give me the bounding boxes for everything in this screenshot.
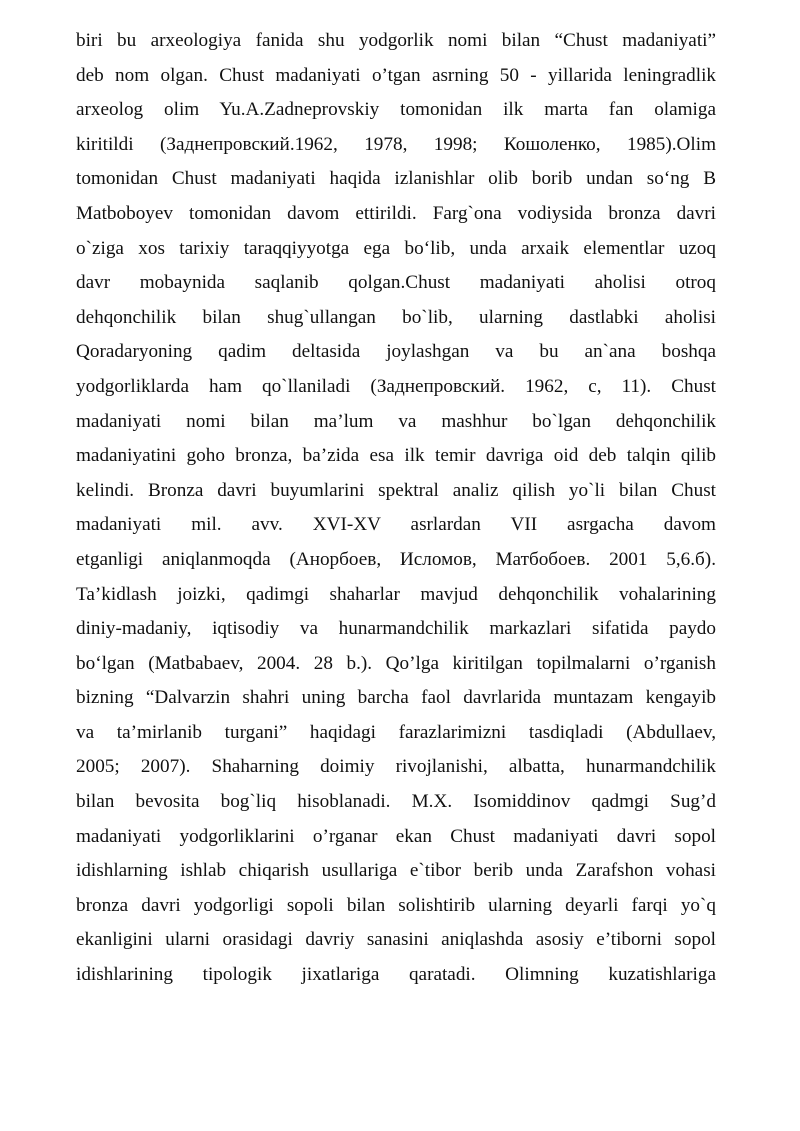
text-line: diniy-madaniy, iqtisodiy va hunarmandchilik markazlari sifatida paydo [76,618,716,640]
text-line: yodgorliklarda ham qo`llaniladi (Заднепровский. 1962, с, 11). Chust [76,375,716,397]
text-line: idishlarning ishlab chiqarish usullariga e`tibor berib unda Zarafshon vohasi [76,860,716,882]
text-line: tomonidan Chust madaniyati haqida izlanishlar olib borib undan so‘ng B [76,168,716,190]
text-line: madaniyati mil. avv. XVI-XV asrlardan VII asrgacha davom [76,514,716,536]
text-line: Qoradaryoning qadim deltasida joylashgan va bu an`ana boshqa [76,341,716,363]
text-line: deb nom olgan. Chust madaniyati o’tgan asrning 50 - yillarida leningradlik [76,64,716,86]
text-line: davr mobaynida saqlanib qolgan.Chust madaniyati aholisi otroq [76,272,716,294]
text-line: idishlarining tipologik jixatlariga qaratadi. Olimning kuzatishlariga [76,964,716,986]
text-line: madaniyati yodgorliklarini o’rganar ekan Chust madaniyati davri sopol [76,825,716,847]
text-line: bo‘lgan (Matbabaev, 2004. 28 b.). Qo’lga kiritilgan topilmalarni o’rganish [76,652,716,674]
text-line: bizning “Dalvarzin shahri uning barcha faol davrlarida muntazam kengayib [76,687,716,709]
text-line: bilan bevosita bog`liq hisoblanadi. M.X. Isomiddinov qadmgi Sug’d [76,791,716,813]
text-line: o`ziga xos tarixiy taraqqiyyotga ega bo‘lib, unda arxaik elementlar uzoq [76,237,716,259]
text-line: dehqonchilik bilan shug`ullangan bo`lib, ularning dastlabki aholisi [76,306,716,328]
body-paragraph [76,24,716,993]
text-line: Matboboyev tomonidan davom ettirildi. Farg`ona vodiysida bronza davri [76,202,716,224]
text-line: Ta’kidlash joizki, qadimgi shaharlar mavjud dehqonchilik vohalarining [76,583,716,605]
text-line: kelindi. Bronza davri buyumlarini spektral analiz qilish yo`li bilan Chust [76,479,716,501]
text-line: biri bu arxeologiya fanida shu yodgorlik nomi bilan “Chust madaniyati” [76,30,716,51]
text-line: kiritildi (Заднепровский.1962, 1978, 1998; Кошоленко, 1985).Olim [76,133,716,155]
text-line: va ta’mirlanib turgani” haqidagi farazlarimizni tasdiqladi (Abdullaev, [76,721,716,743]
text-line: bronza davri yodgorligi sopoli bilan solishtirib ularning deyarli farqi yo`q [76,894,716,916]
text-line: 2005; 2007). Shaharning doimiy rivojlanishi, albatta, hunarmandchilik [76,756,716,778]
text-line: madaniyatini goho bronza, ba’zida esa ilk temir davriga oid deb talqin qilib [76,445,716,467]
text-line: etganligi aniqlanmoqda (Анорбоев, Исломов, Матбобоев. 2001 5,6.б). [76,548,716,570]
text-line: ekanligini ularni orasidagi davriy sanasini aniqlashda asosiy e’tiborni sopol [76,929,716,951]
text-line: madaniyati nomi bilan ma’lum va mashhur bo`lgan dehqonchilik [76,410,716,432]
text-line: arxeolog olim Yu.A.Zadneprovskiy tomonidan ilk marta fan olamiga [76,99,716,121]
